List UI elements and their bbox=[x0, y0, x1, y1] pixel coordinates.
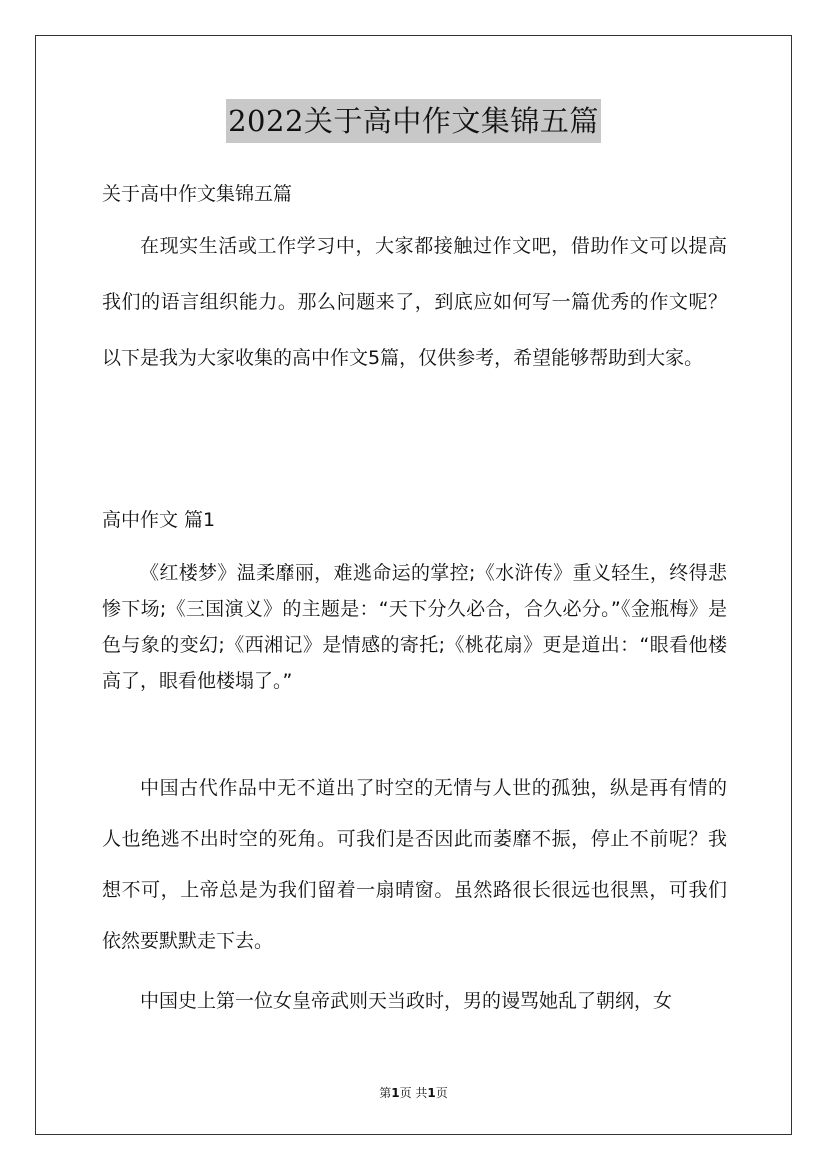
body-paragraph-2: 中国古代作品中无不道出了时空的无情与人世的孤独，纵是再有情的人也绝逃不出时空的死角。可我们是否因此而萎靡不振，停止不前呢？我想不可，上帝总是为我们留着一扇晴窗。虽然路很长很远也很黑，可我们依然要默默走下去。 bbox=[102, 777, 727, 952]
footer-page-total: 1 bbox=[427, 1086, 436, 1100]
title-container bbox=[0, 99, 827, 143]
footer-page-number: 1 bbox=[391, 1086, 400, 1100]
page-footer bbox=[0, 1084, 827, 1101]
footer-page-suffix: 页 bbox=[435, 1086, 448, 1100]
footer-page-prefix: 第 bbox=[379, 1086, 392, 1100]
body-paragraph-3: 中国史上第一位女皇帝武则天当政时，男的谩骂她乱了朝纲，女 bbox=[140, 990, 673, 1012]
footer-page-mid: 页 共 bbox=[399, 1086, 428, 1100]
intro-paragraph: 在现实生活或工作学习中，大家都接触过作文吧，借助作文可以提高我们的语言组织能力。那么问题来了，到底应如何写一篇优秀的作文呢？以下是我为大家收集的高中作文5篇，仅供参考，希望能够帮助到大家。 bbox=[102, 235, 727, 369]
body-paragraph-1: 《红楼梦》温柔靡丽，难逃命运的掌控;《水浒传》重义轻生，终得悲惨下场;《三国演义》的主题是：“天下分久必合，合久必分。”《金瓶梅》是色与象的变幻;《西湘记》是情感的寄托;《桃花扇》更是道出：“眼看他楼高了，眼看他楼塌了。” bbox=[102, 562, 727, 692]
document-subtitle: 关于高中作文集锦五篇 bbox=[102, 183, 293, 205]
document-title: 2022关于高中作文集锦五篇 bbox=[226, 99, 601, 143]
section-heading: 高中作文 篇1 bbox=[102, 509, 216, 531]
